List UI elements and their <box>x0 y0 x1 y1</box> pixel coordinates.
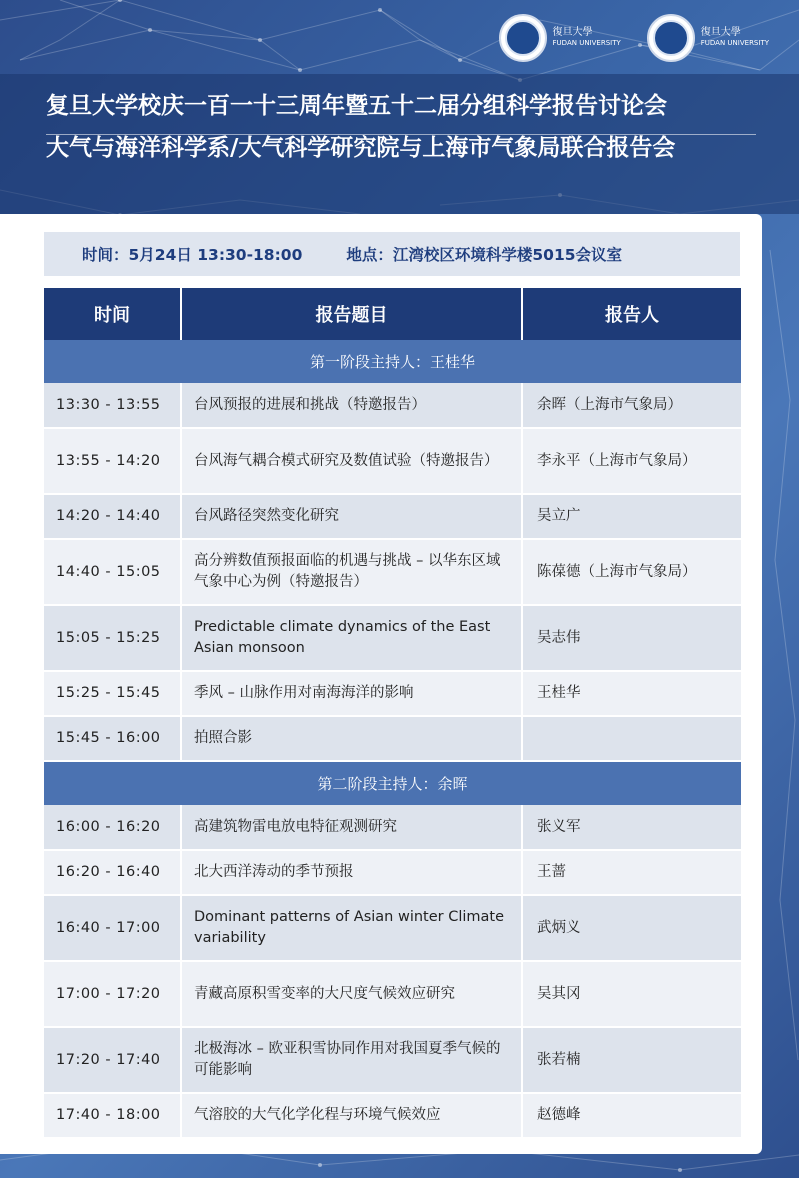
row-time: 15:05 - 15:25 <box>44 605 181 671</box>
table-row <box>44 539 741 605</box>
event-location: 地点：江湾校区环境科学楼5015会议室 <box>346 246 623 264</box>
row-topic: 台风预报的进展和挑战（特邀报告） <box>181 383 522 428</box>
row-speaker: 武炳义 <box>522 895 741 961</box>
row-time: 16:00 - 16:20 <box>44 805 181 850</box>
header-time: 时间 <box>44 288 181 340</box>
row-speaker <box>522 716 741 761</box>
row-time: 15:45 - 16:00 <box>44 716 181 761</box>
row-time: 14:20 - 14:40 <box>44 494 181 539</box>
row-speaker: 余晖（上海市气象局） <box>522 383 741 428</box>
row-topic: 北大西洋涛动的季节预报 <box>181 850 522 895</box>
title-line-1: 复旦大学校庆一百一十三周年暨五十二届分组科学报告讨论会 <box>46 93 667 119</box>
info-bar <box>44 232 740 276</box>
stage-2-host: 第二阶段主持人：余晖 <box>44 761 741 805</box>
table-row <box>44 1093 741 1138</box>
table-row <box>44 428 741 494</box>
row-time: 16:20 - 16:40 <box>44 850 181 895</box>
table-row <box>44 961 741 1027</box>
row-time: 17:20 - 17:40 <box>44 1027 181 1093</box>
row-speaker: 吴立广 <box>522 494 741 539</box>
schedule-table <box>44 288 741 1139</box>
row-speaker: 吴志伟 <box>522 605 741 671</box>
row-time: 15:25 - 15:45 <box>44 671 181 716</box>
row-time: 16:40 - 17:00 <box>44 895 181 961</box>
table-row <box>44 805 741 850</box>
row-topic: 青藏高原积雪变率的大尺度气候效应研究 <box>181 961 522 1027</box>
row-topic: 北极海冰 – 欧亚积雪协同作用对我国夏季气候的可能影响 <box>181 1027 522 1093</box>
logo-group <box>499 14 769 62</box>
row-topic: 季风 – 山脉作用对南海海洋的影响 <box>181 671 522 716</box>
row-speaker: 王桂华 <box>522 671 741 716</box>
table-row <box>44 895 741 961</box>
title-divider <box>46 134 756 135</box>
page-title <box>46 92 756 162</box>
table-row <box>44 605 741 671</box>
row-topic: 拍照合影 <box>181 716 522 761</box>
row-time: 14:40 - 15:05 <box>44 539 181 605</box>
table-row <box>44 671 741 716</box>
fudan-institute-logo <box>647 14 769 62</box>
table-row <box>44 850 741 895</box>
fudan-dept-logo <box>499 14 621 62</box>
row-time: 17:40 - 18:00 <box>44 1093 181 1138</box>
table-row <box>44 716 741 761</box>
table-row <box>44 1027 741 1093</box>
table-header-row <box>44 288 741 340</box>
row-topic: 台风海气耦合模式研究及数值试验（特邀报告） <box>181 428 522 494</box>
row-speaker: 赵德峰 <box>522 1093 741 1138</box>
university-seal-icon <box>499 14 547 62</box>
row-speaker: 陈葆德（上海市气象局） <box>522 539 741 605</box>
row-speaker: 张若楠 <box>522 1027 741 1093</box>
header-topic: 报告题目 <box>181 288 522 340</box>
university-seal-icon <box>647 14 695 62</box>
row-topic: 高建筑物雷电放电特征观测研究 <box>181 805 522 850</box>
row-topic: Predictable climate dynamics of the East Asian monsoon <box>181 605 522 671</box>
row-time: 13:55 - 14:20 <box>44 428 181 494</box>
row-time: 13:30 - 13:55 <box>44 383 181 428</box>
table-row <box>44 383 741 428</box>
row-topic: Dominant patterns of Asian winter Climate variability <box>181 895 522 961</box>
logo-name-cn: 復旦大學 <box>552 27 593 38</box>
row-speaker: 张义军 <box>522 805 741 850</box>
header-speaker: 报告人 <box>522 288 741 340</box>
table-row <box>44 494 741 539</box>
title-line-2: 大气与海洋科学系/大气科学研究院与上海市气象局联合报告会 <box>46 135 676 161</box>
logo-name-en: FUDAN UNIVERSITY <box>552 39 621 47</box>
event-time: 时间：5月24日 13:30-18:00 <box>82 246 303 264</box>
row-time: 17:00 - 17:20 <box>44 961 181 1027</box>
row-speaker: 吴其冈 <box>522 961 741 1027</box>
row-topic: 高分辨数值预报面临的机遇与挑战 – 以华东区域气象中心为例（特邀报告） <box>181 539 522 605</box>
logo-name-cn: 復旦大學 <box>700 27 741 38</box>
stage-row <box>44 340 741 383</box>
row-topic: 台风路径突然变化研究 <box>181 494 522 539</box>
row-topic: 气溶胶的大气化学化程与环境气候效应 <box>181 1093 522 1138</box>
row-speaker: 李永平（上海市气象局） <box>522 428 741 494</box>
logo-name-en: FUDAN UNIVERSITY <box>700 39 769 47</box>
stage-1-host: 第一阶段主持人：王桂华 <box>44 340 741 383</box>
stage-row <box>44 761 741 805</box>
row-speaker: 王蔷 <box>522 850 741 895</box>
